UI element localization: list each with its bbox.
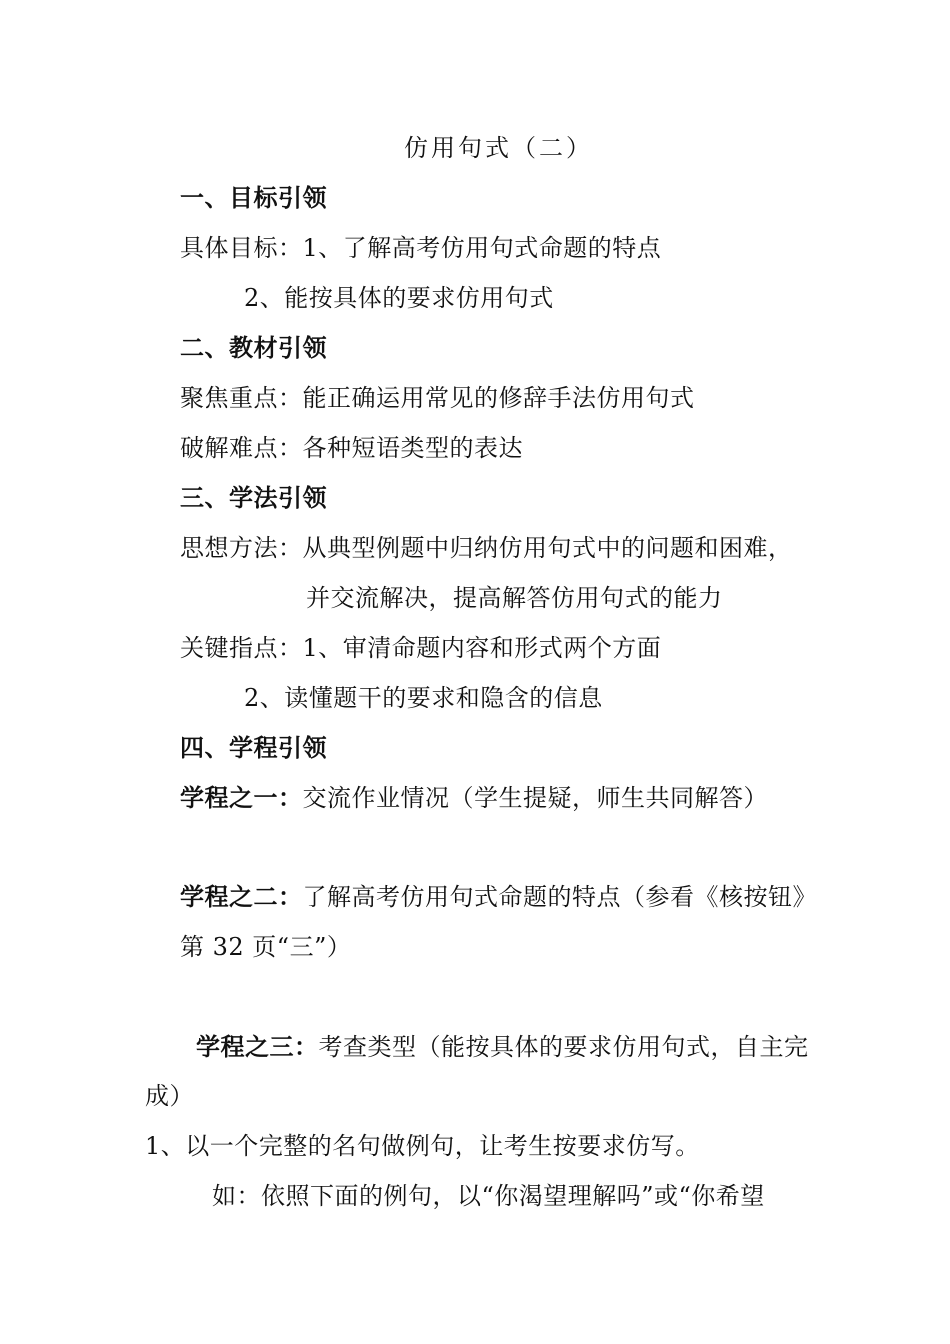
process-step-3-text: 考查类型（能按具体的要求仿用句式，自主完 [318,1033,809,1061]
process-step-2 [180,882,817,912]
process-step-3-continuation: 成） [145,1082,194,1110]
process-step-2-text: 了解高考仿用句式命题的特点（参看《核按钮》 [302,883,817,911]
example-line: 如：依照下面的例句，以“你渴望理解吗”或“你希望 [212,1182,765,1210]
process-step-1-text: 交流作业情况（学生提疑，师生共同解答） [302,784,768,812]
process-step-2-continuation: 第 32 页“三”） [180,933,352,961]
process-step-3 [196,1032,809,1062]
key-point-line-1: 关键指点：1、审清命题内容和形式两个方面 [180,634,662,662]
section-heading-goals: 一、目标引领 [180,184,327,212]
page-title: 仿用句式（二） [404,134,593,162]
process-step-1 [180,783,768,813]
difficulty-line: 破解难点：各种短语类型的表达 [180,434,523,462]
goal-line-2: 2、能按具体的要求仿用句式 [244,284,554,312]
section-heading-materials: 二、教材引领 [180,334,327,362]
process-step-3-label: 学程之三： [196,1033,319,1061]
focus-line: 聚焦重点：能正确运用常见的修辞手法仿用句式 [180,384,695,412]
process-step-1-label: 学程之一： [180,784,303,812]
method-line-1: 思想方法：从典型例题中归纳仿用句式中的问题和困难， [180,534,793,562]
process-step-2-label: 学程之二： [180,883,303,911]
goal-line-1: 具体目标：1、了解高考仿用句式命题的特点 [180,234,662,262]
item-1: 1、以一个完整的名句做例句，让考生按要求仿写。 [145,1132,700,1160]
key-point-line-2: 2、读懂题干的要求和隐含的信息 [244,684,603,712]
section-heading-process: 四、学程引领 [180,734,327,762]
section-heading-methods: 三、学法引领 [180,484,327,512]
method-line-2: 并交流解决，提高解答仿用句式的能力 [306,584,723,612]
